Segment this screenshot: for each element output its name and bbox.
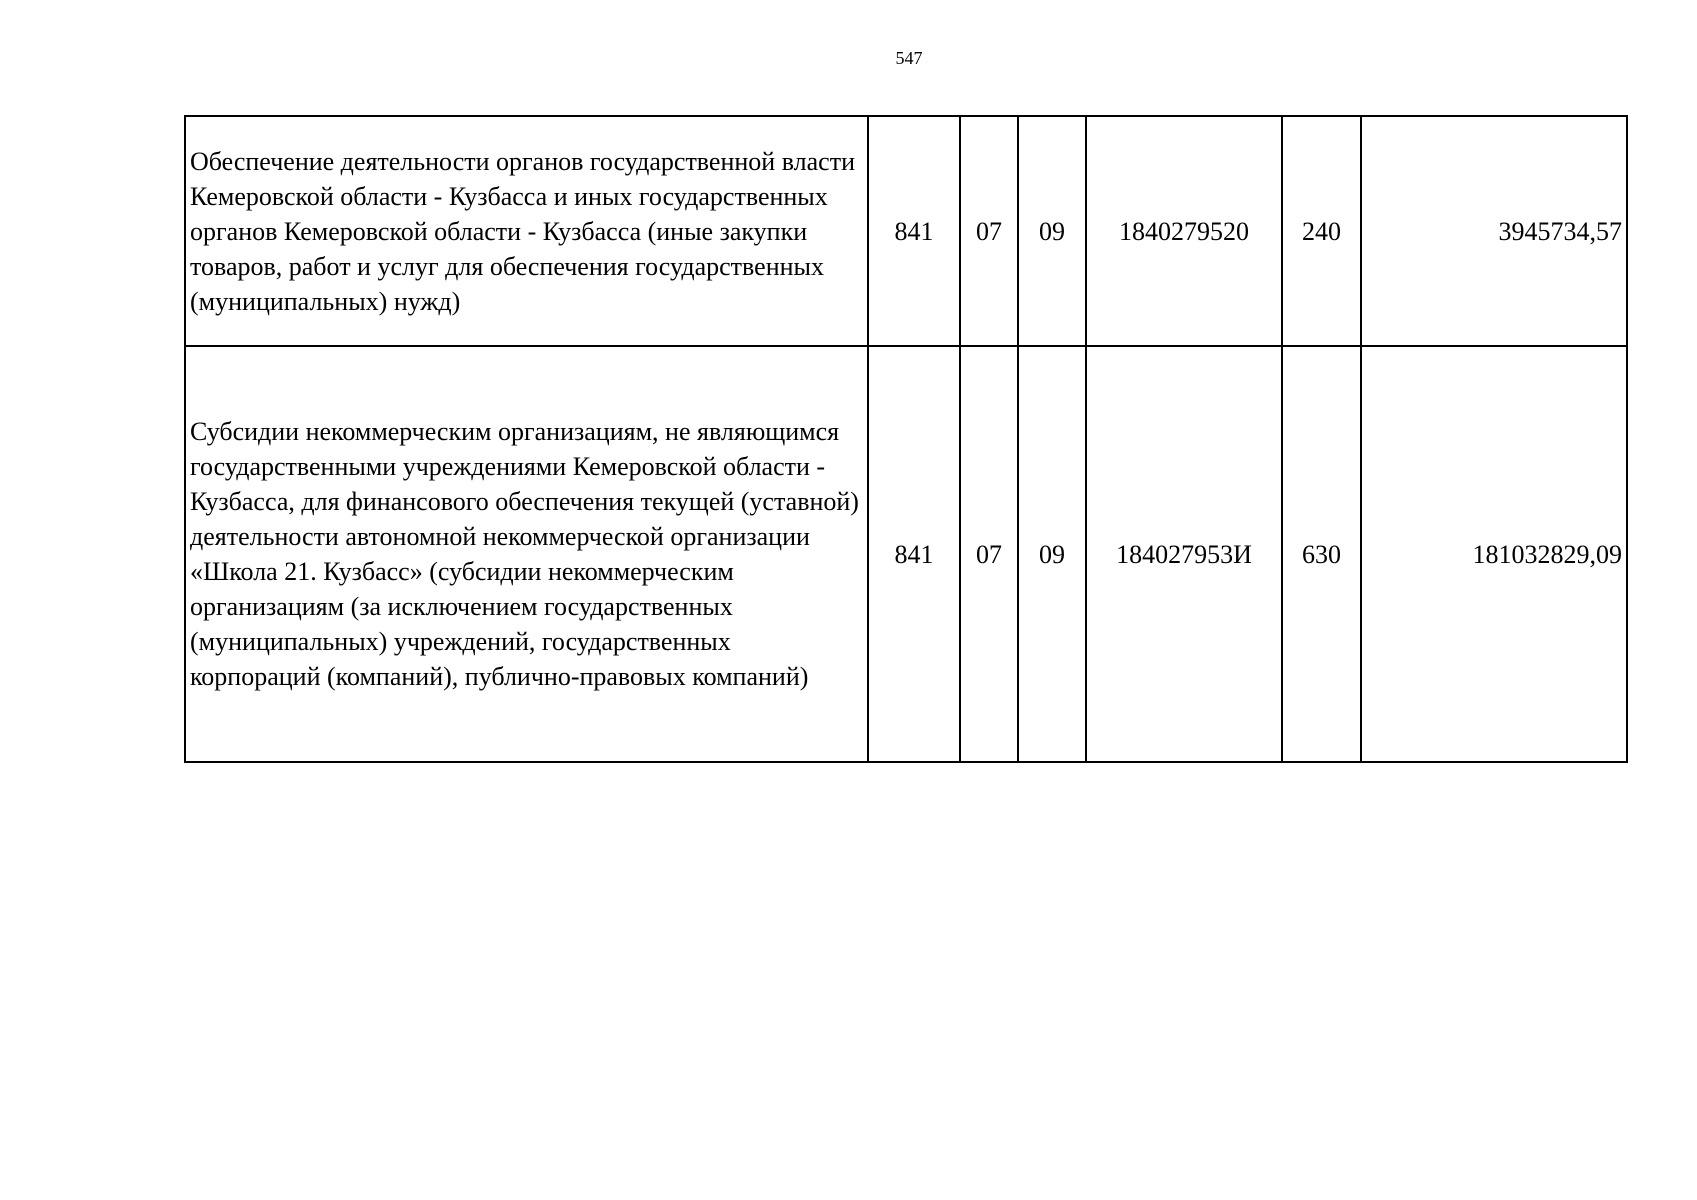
subsection-code: 09 xyxy=(1018,346,1086,762)
section-code: 07 xyxy=(960,346,1018,762)
table-row xyxy=(185,116,1627,346)
expense-type-code: 630 xyxy=(1282,346,1361,762)
section-code: 07 xyxy=(960,116,1018,346)
ministry-code: 841 xyxy=(868,346,960,762)
row-description: Субсидии некоммерческим организациям, не являющимся государственными учреждениями Кемеровской области - Кузбасса, для финансового обеспечения текущей (уставной) деятельности автономной некоммерческой организации «Школа 21. Кузбасс» (субсидии некоммерческим организациям (за исключением государственных (муниципальных) учреждений, государственных корпораций (компаний), публично-правовых компаний) xyxy=(185,346,868,762)
subsection-code: 09 xyxy=(1018,116,1086,346)
expense-type-code: 240 xyxy=(1282,116,1361,346)
target-article-code: 1840279520 xyxy=(1086,116,1282,346)
table-row xyxy=(185,346,1627,762)
amount-value: 181032829,09 xyxy=(1361,346,1627,762)
ministry-code: 841 xyxy=(868,116,960,346)
page-number: 547 xyxy=(895,48,923,68)
target-article-code: 184027953И xyxy=(1086,346,1282,762)
amount-value: 3945734,57 xyxy=(1361,116,1627,346)
row-description: Обеспечение деятельности органов государственной власти Кемеровской области - Кузбасса и иных государственных органов Кемеровской области - Кузбасса (иные закупки товаров, работ и услуг для обеспечения государственных (муниципальных) нужд) xyxy=(185,116,868,346)
budget-table xyxy=(184,115,1628,763)
